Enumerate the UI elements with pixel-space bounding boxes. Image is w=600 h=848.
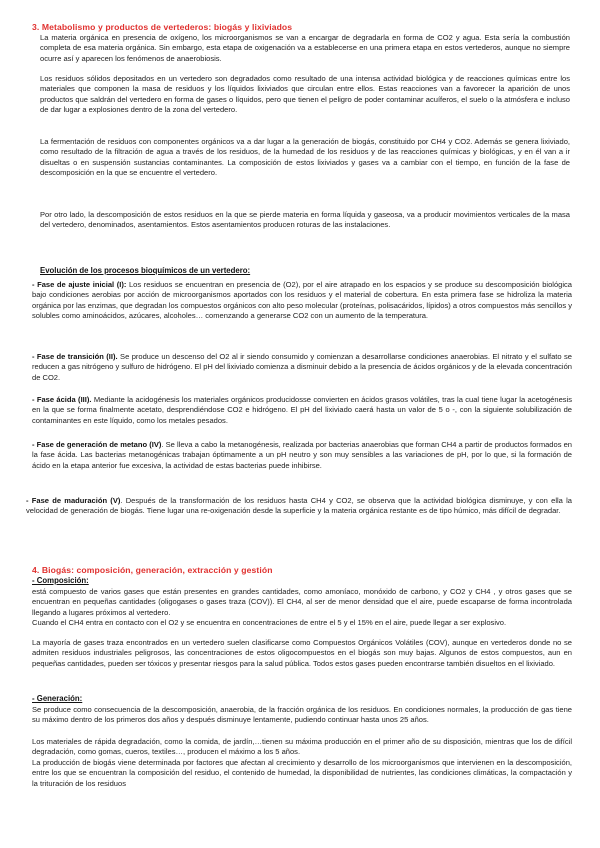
phase-3-title: - Fase ácida (III). [32,395,92,404]
phase-5-title: - Fase de maduración (V) [26,496,121,505]
phase-3-paragraph [32,395,572,426]
generacion-paragraph-1: Se produce como consecuencia de la descomposición, anaerobia, de la fracción orgánica de los residuos. En condiciones normales, la producción de gas tiene su máximo dentro de los primeros dos años y después disminuye lentamente, pudiendo continuar hasta unos 25 años. [32,705,572,725]
evolution-title: Evolución de los procesos bioquímicos de un vertedero: [40,266,251,275]
phase-2-title: - Fase de transición (II). [32,352,118,361]
section-3-paragraph-4: Por otro lado, la descomposición de estos residuos en la que se pierde materia en forma líquida y gaseosa, va a producir movimientos verticales de la masa del vertedero, denominados, asentamientos. Estos asentamientos producen roturas de las instalaciones. [40,210,570,230]
section-3-paragraph-2: Los residuos sólidos depositados en un vertedero son degradados como resultado de una intensa actividad biológica y de reacciones químicas entre los materiales que componen la masa de residuos y los líquidos lixiviados que circulan entre ellos. Estas reacciones van a favorecer la aparición de unos productos que saldrán del vertedero en forma de gases o líquidos, pero que tienen el peligro de poder contaminar acuíferos, el suelo o la atmósfera e incluso de dar lugar a explosiones dentro de la zona del vertedero. [40,74,570,114]
phase-4-title: - Fase de generación de metano (IV) [32,440,162,449]
composicion-paragraph-2: Cuando el CH4 entra en contacto con el O2 y se encuentra en concentraciones de entre el 5 y el 15% en el aire, puede llegar a ser explosivo. [32,618,507,627]
phase-1-title: - Fase de ajuste inicial (I): [32,280,127,289]
phase-4-text: . Se lleva a cabo la metanogénesis, realizada por bacterias anaerobias que forman CH4 a partir de productos formados en la fase ácida. Las bacterias metanogénicas trabajan óptimamente a un pH neutro y son muy sensibles a las variaciones de pH, por lo que, si la formación de ácido en la etapa anterior fue excesiva, la actividad de estas bacterias puede inhibirse. [32,440,572,470]
composicion-title: - Composición: [32,576,89,585]
phase-5-text: . Después de la transformación de los residuos hasta CH4 y CO2, se observa que la actividad biológica disminuye, y con ella la velocidad de generación de biogás. Tiene lugar una re-oxigenación desde la superficie y la materia orgánica restante es de tipo húmico, más difícil de degradar. [26,496,572,516]
phase-2-paragraph [32,352,572,383]
generacion-paragraph-3: La producción de biogás viene determinada por factores que afectan al crecimiento y desarrollo de los microorganismos que intervienen en la descomposición, entre los que se encuentran la composición del residuo, el contenido de humedad, la disponibilidad de nutrientes, las condiciones climáticas, la compactación y la trituración de los residuos [32,758,572,788]
phase-1-paragraph [32,280,572,321]
phase-5-paragraph [26,496,572,517]
composicion-paragraph-1: está compuesto de varios gases que están presentes en grandes cantidades, como amoníaco, monóxido de carbono, y CO2 y CH4 , y otros gases que se encuentran en pequeñas cantidades (oligogases o gases traza (COV)). El CH4, al ser de menor densidad que el aire, puede escaparse de forma incontrolada llegando a lugares próximos al vertedero. [32,587,572,617]
phase-4-paragraph [32,440,572,471]
section-4-heading: 4. Biogás: composición, generación, extracción y gestión [32,565,273,575]
phase-2-text: Se produce un descenso del O2 al ir siendo consumido y comienzan a desarrollarse condiciones anaerobias. El nitrato y el sulfato se reducen a gas nitrógeno y sulfuro de hidrógeno. El pH del lixiviado comienza a disminuir debido a la presencia de ácidos orgánicos y de la elevada concentración de CO2. [32,352,572,382]
section-3-paragraph-1: La materia orgánica en presencia de oxígeno, los microorganismos se van a encargar de degradarla en forma de CO2 y agua. Esta sería la combustión completa de esa materia orgánica. Sin embargo, esta etapa de oxigenación va a establecerse en una primera etapa en estos vertederos, aunque no siempre ocurre así y aparecen los fenómenos de anaerobiosis. [40,33,570,63]
section-3-heading: 3. Metabolismo y productos de vertederos: biogás y lixiviados [32,22,293,32]
section-3-paragraph-3: La fermentación de residuos con componentes orgánicos va a dar lugar a la generación de biogás, constituido por CH4 y CO2. Además se genera lixiviado, como resultado de la filtración de agua a través de los residuos, de la humedad de los residuos y de las reacciones químicas y biológicas, y en él van a ir disueltas o en suspensión sustancias contaminantes. La composición de estos lixiviados y gases va a cambiar con el tiempo, en función de la fase de descomposición en la que se encuentre el vertedero. [40,137,570,177]
generacion-paragraph-2: Los materiales de rápida degradación, como la comida, de jardín,…tienen su máxima producción en el primer año de su disposición, mientras que los de difícil degradación, como gomas, cueros, textiles…, producen el máximo a los 5 años. [32,737,572,757]
generacion-title: - Generación: [32,694,83,703]
phase-1-text: Los residuos se encuentran en presencia de (O2), por el aire atrapado en los espacios y se produce su descomposición biológica bajo condiciones aerobias por acción de microorganismos aportados con los residuos y el material de cobertura. En esta primera fase se hidroliza la materia orgánica por las enzimas, que degradan los compuestos orgánicos con alto peso molecular (proteínas, polisacáridos, lípidos) a otros compuestos más sencillos y solubles como aminoácidos, azúcares, alcoholes… comenzando a generarse CO2 con un aumento de la temperatura. [32,280,572,320]
composicion-paragraph-3: La mayoría de gases traza encontrados en un vertedero suelen clasificarse como Compuestos Orgánicos Volátiles (COV), aunque en vertederos donde no se admiten residuos industriales peligrosos, las concentraciones de estos oligocompuestos en el biogás son muy bajas. Algunos de estos compuestos, aun en pequeñas cantidades, pueden ser tóxicos y presentar riesgos para la salud pública. Todos estos gases pueden encontrarse también disueltos en el lixiviado. [32,638,572,668]
phase-3-text: Mediante la acidogénesis los materiales orgánicos producidosse convierten en ácidos grasos volátiles, tras la cual tiene lugar la acetogénesis en la que se forma finalmente acetato, desprendiéndose CO2 e hidrógeno. El pH del lixiviado caerá hasta un valor de 5 o -, con la siguiente solubilización de contaminantes en este líquido, como los metales pesados. [32,395,572,425]
